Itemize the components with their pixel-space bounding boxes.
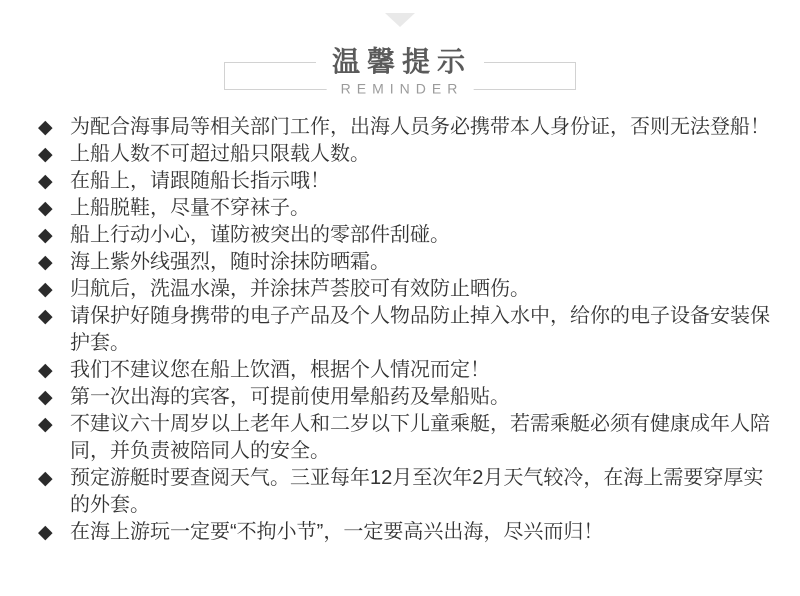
diamond-bullet-icon: ◆ [38,468,53,489]
list-item [38,114,774,141]
diamond-bullet-icon: ◆ [38,117,53,138]
tip-text: 请保护好随身携带的电子产品及个人物品防止掉入水中，给你的电子设备安装保护套。 [70,305,770,354]
header-frame [224,45,576,97]
list-item [38,195,774,222]
diamond-bullet-icon: ◆ [38,198,53,219]
diamond-bullet-icon: ◆ [38,522,53,543]
list-item [38,141,774,168]
diamond-bullet-icon: ◆ [38,387,53,408]
tip-text: 上船脱鞋，尽量不穿袜子。 [70,197,310,219]
diamond-bullet-icon: ◆ [38,414,53,435]
chevron-down-icon [385,13,415,27]
tip-text: 第一次出海的宾客，可提前使用晕船药及晕船贴。 [70,386,510,408]
list-item [38,357,774,384]
tip-text: 上船人数不可超过船只限载人数。 [70,143,370,165]
diamond-bullet-icon: ◆ [38,306,53,327]
page-subtitle: REMINDER [327,80,474,96]
diamond-bullet-icon: ◆ [38,225,53,246]
list-item [38,465,774,519]
diamond-bullet-icon: ◆ [38,171,53,192]
list-item [38,168,774,195]
tip-text: 不建议六十周岁以上老年人和二岁以下儿童乘艇，若需乘艇必须有健康成年人陪同，并负责被陪同人的安全。 [70,413,770,462]
tip-text: 在海上游玩一定要“不拘小节”，一定要高兴出海，尽兴而归！ [70,521,604,543]
diamond-bullet-icon: ◆ [38,252,53,273]
diamond-bullet-icon: ◆ [38,279,53,300]
tip-text: 在船上，请跟随船长指示哦！ [70,170,330,192]
page-title: 温馨提示 [316,40,484,80]
list-item [38,519,774,546]
tips-list [0,90,800,546]
diamond-bullet-icon: ◆ [38,144,53,165]
reminder-page [0,13,800,546]
list-item [38,384,774,411]
list-item [38,276,774,303]
list-item [38,249,774,276]
tip-text: 船上行动小心，谨防被突出的零部件刮碰。 [70,224,450,246]
tip-text: 我们不建议您在船上饮酒，根据个人情况而定！ [70,359,490,381]
tip-text: 预定游艇时要查阅天气。三亚每年12月至次年2月天气较冷，在海上需要穿厚实的外套。 [70,467,764,516]
diamond-bullet-icon: ◆ [38,360,53,381]
list-item [38,303,774,357]
tip-text: 归航后，洗温水澡，并涂抹芦荟胶可有效防止晒伤。 [70,278,530,300]
list-item [38,222,774,249]
tip-text: 为配合海事局等相关部门工作，出海人员务必携带本人身份证，否则无法登船！ [70,116,770,138]
list-item [38,411,774,465]
tip-text: 海上紫外线强烈，随时涂抹防晒霜。 [70,251,390,273]
